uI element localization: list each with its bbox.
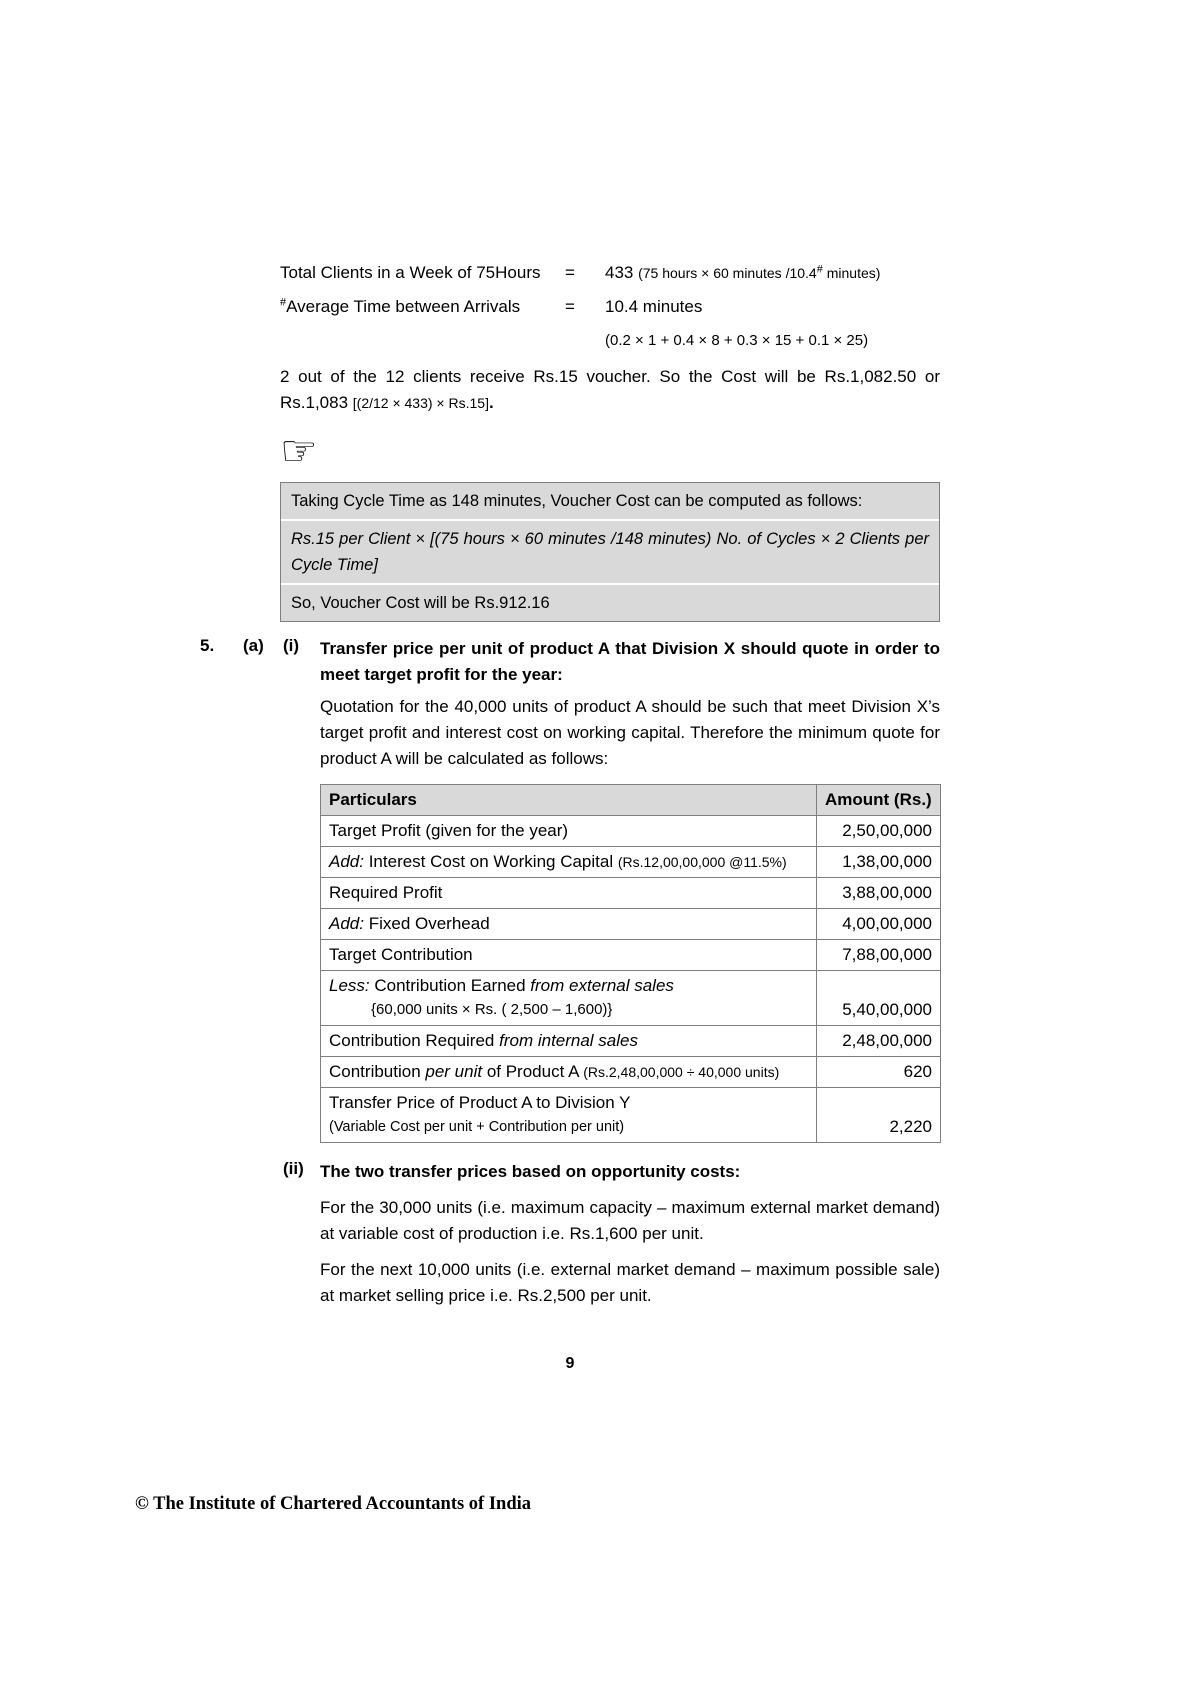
- table-row: [321, 1057, 941, 1088]
- equals-sign: =: [565, 263, 575, 282]
- calc-row-total-clients: [280, 256, 940, 290]
- equals-sign: =: [565, 297, 575, 316]
- amount-cell: 2,48,00,000: [817, 1026, 941, 1057]
- opportunity-paragraph-1: For the 30,000 units (i.e. maximum capacity – maximum external market demand) at variable cost of production i.e. Rs.1,600 per unit.: [320, 1198, 940, 1243]
- table-row: [321, 847, 941, 878]
- amount-cell: 7,88,00,000: [817, 940, 941, 971]
- section-roman-i: (i): [283, 636, 300, 655]
- calc-value: 10.4 minutes: [605, 297, 703, 316]
- table-row: [321, 1088, 941, 1143]
- particulars-cell: Required Profit: [321, 878, 817, 909]
- particulars-cell: Transfer Price of Product A to Division Y (Variable Cost per unit + Contribution per unit): [321, 1088, 817, 1143]
- amount-cell: 2,50,00,000: [817, 816, 941, 847]
- table-row: [321, 816, 941, 847]
- page-number: 9: [565, 1355, 575, 1372]
- particulars-cell: Contribution per unit of Product A (Rs.2,48,00,000 ÷ 40,000 units): [321, 1057, 817, 1088]
- section-heading-i: Transfer price per unit of product A that Division X should quote in order to meet target profit for the year:: [320, 639, 940, 684]
- note-line-1: Taking Cycle Time as 148 minutes, Voucher Cost can be computed as follows:: [291, 492, 863, 510]
- amount-cell: 3,88,00,000: [817, 878, 941, 909]
- cost-table: [320, 784, 941, 1143]
- section-number: 5.: [200, 636, 215, 655]
- amount-cell: 2,220: [817, 1088, 941, 1143]
- intro-paragraph: Quotation for the 40,000 units of product A should be such that meet Division X’s target profit and interest cost on working capital. Therefore the minimum quote for product A will be calculated as follows:: [320, 697, 940, 768]
- section-letter: (a): [243, 636, 264, 655]
- calc-row-average-time: [280, 290, 940, 324]
- amount-cell: 4,00,00,000: [817, 909, 941, 940]
- sub-line: {60,000 units × Rs. ( 2,500 – 1,600)}: [371, 1001, 613, 1018]
- voucher-paragraph: 2 out of the 12 clients receive Rs.15 voucher. So the Cost will be Rs.1,082.50 or Rs.1,083 [(2/12 × 433) × Rs.15].: [280, 367, 940, 412]
- calc-label: Total Clients in a Week of 75Hours: [280, 263, 541, 282]
- opportunity-paragraph-2: For the next 10,000 units (i.e. external market demand – maximum possible sale) at market selling price i.e. Rs.2,500 per unit.: [320, 1260, 940, 1305]
- pointing-hand-icon: ☞: [280, 427, 318, 474]
- note-box: [280, 482, 940, 622]
- calc-row-formula: [280, 324, 940, 358]
- header-amount: Amount (Rs.): [817, 785, 941, 816]
- table-header-row: [321, 785, 941, 816]
- particulars-cell: Add: Fixed Overhead: [321, 909, 817, 940]
- section-heading-row-ii: [283, 1159, 940, 1185]
- table-row: [321, 940, 941, 971]
- table-row: [321, 971, 941, 1026]
- amount-cell: 620: [817, 1057, 941, 1088]
- section-heading-row: [200, 636, 940, 688]
- sub-line: (Variable Cost per unit + Contribution per unit): [329, 1119, 625, 1135]
- particulars-cell: Add: Interest Cost on Working Capital (Rs.12,00,00,000 @11.5%): [321, 847, 817, 878]
- calc-label: #Average Time between Arrivals: [280, 296, 521, 316]
- particulars-cell: Less: Contribution Earned from external sales {60,000 units × Rs. ( 2,500 – 1,600)}: [321, 971, 817, 1026]
- particulars-cell: Contribution Required from internal sales: [321, 1026, 817, 1057]
- amount-cell: 5,40,00,000: [817, 971, 941, 1026]
- section-roman-ii: (ii): [283, 1159, 304, 1178]
- particulars-cell: Target Profit (given for the year): [321, 816, 817, 847]
- calc-value: 433 (75 hours × 60 minutes /10.4# minutes): [605, 263, 881, 282]
- header-particulars: Particulars: [321, 785, 817, 816]
- table-row: [321, 909, 941, 940]
- table-row: [321, 1026, 941, 1057]
- note-line-2: Rs.15 per Client × [(75 hours × 60 minutes /148 minutes) No. of Cycles × 2 Clients per Cycle Time]: [281, 519, 939, 583]
- calc-formula: (0.2 × 1 + 0.4 × 8 + 0.3 × 15 + 0.1 × 25): [605, 332, 869, 349]
- page-content: [200, 256, 940, 1373]
- note-line-3: So, Voucher Cost will be Rs.912.16: [281, 583, 939, 621]
- particulars-cell: Target Contribution: [321, 940, 817, 971]
- section-heading-ii: The two transfer prices based on opportunity costs:: [320, 1162, 741, 1181]
- footer-copyright: © The Institute of Chartered Accountants of India: [135, 1494, 532, 1514]
- table-row: [321, 878, 941, 909]
- amount-cell: 1,38,00,000: [817, 847, 941, 878]
- calculation-block: [280, 256, 940, 358]
